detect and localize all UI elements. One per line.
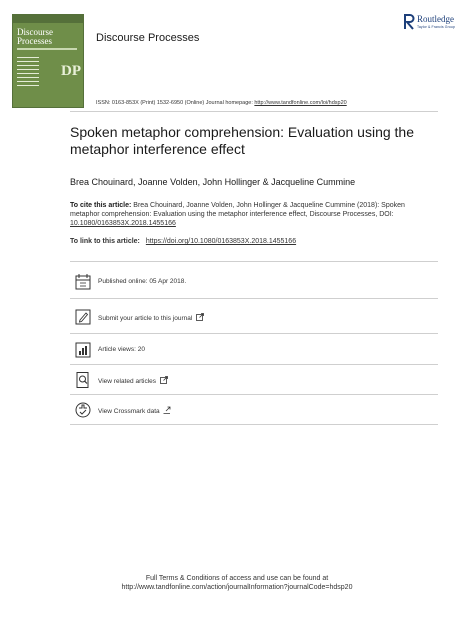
journal-cover (12, 14, 84, 108)
search-document-icon (74, 371, 92, 389)
calendar-icon (74, 273, 92, 291)
divider-top (70, 111, 438, 112)
divider-info-top (70, 261, 438, 262)
cover-subtitle-bar (17, 48, 77, 50)
divider-info-2 (70, 333, 438, 334)
related-articles-link[interactable] (98, 376, 168, 385)
citation-doi-link[interactable]: 10.1080/0163853X.2018.1455166 (70, 220, 176, 227)
cover-title (17, 28, 53, 46)
footer-terms (0, 574, 474, 592)
publisher-name: Routledge (417, 14, 454, 24)
citation-label: To cite this article: (70, 202, 132, 209)
article-views-text: Article views: 20 (98, 346, 145, 353)
divider-info-1 (70, 298, 438, 299)
cover-title-line1: Discourse (17, 27, 53, 37)
divider-info-3 (70, 364, 438, 365)
submit-article-link[interactable] (98, 313, 204, 322)
cover-contents-lines (17, 57, 39, 89)
routledge-r-icon (404, 14, 415, 30)
divider-info-bottom (70, 424, 438, 425)
external-link-icon (196, 313, 204, 321)
article-doi-link[interactable]: https://doi.org/10.1080/0163853X.2018.1455166 (145, 238, 297, 245)
citation-text: Brea Chouinard, Joanne Volden, John Hollinger & Jacqueline Cummine (2018): Spoken metaphor comprehension: Evaluation using the metaphor interference effect, Discourse Processes, DOI: (70, 202, 405, 218)
article-link-line (70, 238, 296, 245)
edit-icon (74, 308, 92, 326)
journal-homepage-link[interactable]: http://www.tandfonline.com/loi/hdsp20 (254, 100, 347, 106)
crossmark-arrow-icon (163, 406, 171, 414)
publisher-tagline: Taylor & Francis Group (417, 25, 455, 29)
cover-stripe (13, 15, 83, 23)
issn-line (96, 100, 347, 106)
cover-monogram: DP (61, 63, 81, 79)
crossmark-label: View Crossmark data (98, 408, 160, 415)
link-label: To link to this article: (70, 238, 140, 245)
citation-block (70, 201, 410, 228)
submit-article-label: Submit your article to this journal (98, 315, 193, 322)
bar-chart-icon (74, 341, 92, 359)
footer-terms-link[interactable]: http://www.tandfonline.com/action/journalInformation?journalCode=hdsp20 (121, 584, 353, 591)
published-online-text: Published online: 05 Apr 2018. (98, 278, 187, 285)
article-title: Spoken metaphor comprehension: Evaluation using the metaphor interference effect (70, 124, 414, 157)
footer-terms-text: Full Terms & Conditions of access and use can be found at (145, 575, 329, 582)
external-link-icon (160, 376, 168, 384)
related-articles-label: View related articles (98, 378, 157, 385)
article-authors: Brea Chouinard, Joanne Volden, John Hollinger & Jacqueline Cummine (70, 177, 356, 187)
issn-text: ISSN: 0163-853X (Print) 1532-6950 (Online) Journal homepage: (96, 100, 253, 106)
crossmark-icon (74, 401, 92, 419)
divider-info-4 (70, 394, 438, 395)
crossmark-link[interactable] (98, 406, 171, 415)
journal-name[interactable]: Discourse Processes (96, 32, 200, 44)
cover-title-line2: Processes (17, 36, 52, 46)
